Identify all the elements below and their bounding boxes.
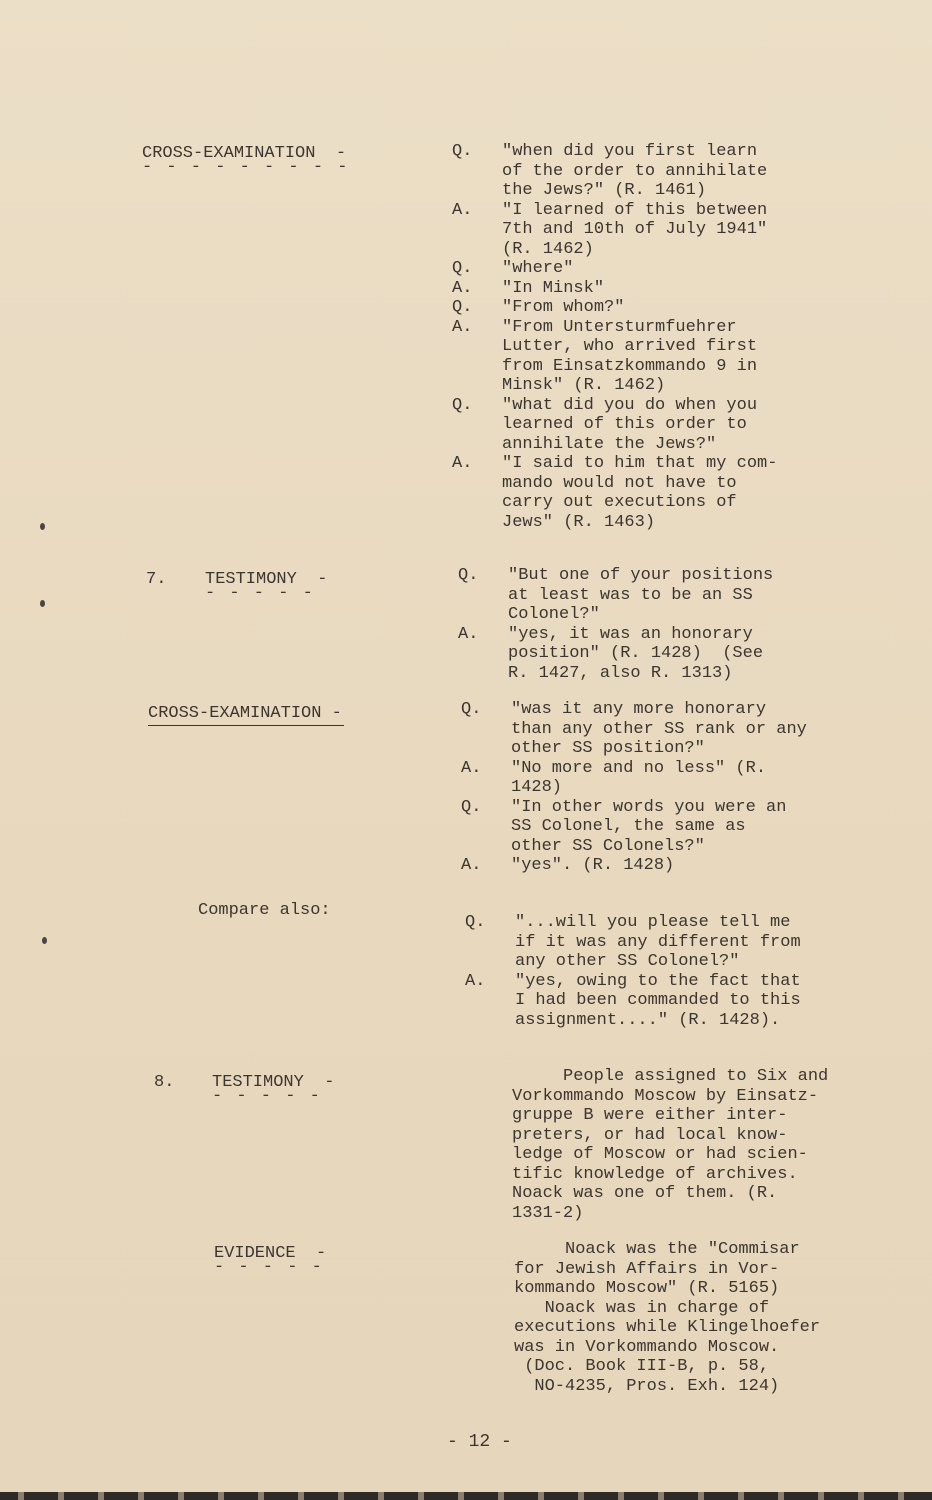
heading-underline-solid — [148, 725, 344, 726]
text-line: the Jews?" (R. 1461) — [502, 181, 707, 200]
text-line: any other SS Colonel?" — [515, 952, 740, 971]
text-line: Noack was one of them. (R. — [512, 1184, 778, 1203]
text-line: "yes". (R. 1428) — [511, 856, 675, 875]
text-line: (R. 1462) — [502, 239, 594, 259]
heading-underline-evidence: - - - - - — [214, 1258, 324, 1277]
text-line: learned of this order to — [502, 415, 747, 434]
qa-text — [502, 142, 767, 201]
answer — [461, 759, 807, 798]
testimony-paragraph — [512, 1067, 828, 1223]
question — [465, 913, 801, 972]
qa-text — [502, 201, 767, 260]
qa-text — [502, 279, 604, 299]
qa-marker: A. — [452, 317, 473, 337]
qa-block-3 — [461, 700, 807, 876]
evidence-paragraph — [514, 1240, 820, 1396]
text-line: "what did you do when you — [502, 395, 758, 415]
text-line: "was it any more honorary — [511, 700, 767, 719]
text-line: assignment...." (R. 1428). — [515, 1010, 781, 1030]
answer — [452, 279, 777, 299]
qa-marker: Q. — [452, 298, 473, 317]
text-line: annihilate the Jews?" — [502, 434, 717, 454]
question — [452, 298, 777, 318]
text-line: NO-4235, Pros. Exh. 124) — [514, 1376, 780, 1396]
qa-text — [502, 454, 777, 532]
text-line: Jews" (R. 1463) — [502, 512, 656, 532]
text-line: "From whom?" — [502, 298, 625, 317]
qa-text — [515, 913, 801, 972]
heading-cross-examination-2: CROSS-EXAMINATION - — [148, 704, 342, 723]
question — [452, 142, 777, 201]
question — [461, 700, 807, 759]
text-line: carry out executions of — [502, 493, 737, 512]
text-line: SS Colonel, the same as — [511, 817, 746, 836]
qa-text — [508, 566, 773, 625]
text-line: kommando Moscow" (R. 5165) — [514, 1279, 780, 1298]
qa-marker: Q. — [452, 142, 473, 161]
qa-block-1 — [452, 142, 777, 532]
heading-testimony-7: TESTIMONY - — [205, 570, 328, 589]
text-line: "I learned of this between — [502, 200, 768, 220]
qa-marker: A. — [461, 856, 482, 875]
text-line: other SS position?" — [511, 739, 705, 758]
heading-compare-also: Compare also: — [198, 901, 331, 920]
qa-text — [511, 798, 786, 857]
text-line: 7th and 10th of July 1941" — [502, 220, 768, 239]
qa-block-2 — [458, 566, 773, 683]
text-line: Minsk" (R. 1462) — [502, 376, 666, 395]
text-line: "...will you please tell me — [515, 913, 791, 932]
text-line: "I said to him that my com- — [502, 454, 778, 473]
text-line: for Jewish Affairs in Vor- — [514, 1259, 780, 1279]
text-line: position" (R. 1428) (See — [508, 644, 764, 663]
page-number: - 12 - — [447, 1432, 512, 1452]
section-number-8: 8. — [154, 1073, 175, 1092]
margin-speck — [42, 937, 47, 944]
text-line: (Doc. Book III-B, p. 58, — [514, 1357, 770, 1376]
text-line: than any other SS rank or any — [511, 719, 807, 739]
margin-speck — [40, 600, 45, 607]
answer — [452, 454, 777, 532]
text-line: tific knowledge of archives. — [512, 1164, 798, 1184]
answer — [461, 856, 807, 876]
question — [452, 396, 777, 455]
text-line: Colonel?" — [508, 605, 600, 624]
margin-speck — [40, 523, 45, 530]
answer — [458, 625, 773, 684]
text-line: "when did you first learn — [502, 142, 758, 161]
qa-marker: A. — [461, 758, 482, 778]
text-line: Noack was in charge of — [514, 1298, 770, 1318]
question — [452, 259, 777, 279]
heading-evidence: EVIDENCE - — [214, 1244, 327, 1263]
text-line: other SS Colonels?" — [511, 836, 705, 856]
text-line: preters, or had local know- — [512, 1125, 788, 1145]
heading-underline-1: - - - - - - - - - — [142, 158, 350, 177]
qa-marker: A. — [452, 454, 473, 473]
text-line: gruppe B were either inter- — [512, 1106, 788, 1125]
text-line: ledge of Moscow or had scien- — [512, 1145, 808, 1164]
qa-marker: Q. — [461, 700, 482, 719]
qa-text — [511, 759, 766, 798]
text-line: from Einsatzkommando 9 in — [502, 356, 758, 376]
qa-block-4 — [465, 913, 801, 1030]
qa-marker: A. — [452, 278, 473, 298]
text-line: Lutter, who arrived first — [502, 337, 758, 356]
text-line: "But one of your positions — [508, 566, 774, 585]
question — [458, 566, 773, 625]
text-line: Vorkommando Moscow by Einsatz- — [512, 1086, 819, 1106]
heading-underline-7: - - - - - — [205, 584, 315, 603]
question — [461, 798, 807, 857]
qa-text — [515, 972, 801, 1031]
qa-marker: Q. — [465, 913, 486, 932]
text-line: "No more and no less" (R. — [511, 758, 767, 778]
text-line: was in Vorkommando Moscow. — [514, 1337, 780, 1357]
section-number-7: 7. — [146, 570, 167, 589]
text-line: "From Untersturmfuehrer — [502, 317, 737, 337]
text-line: 1428) — [511, 778, 563, 797]
heading-underline-8: - - - - - — [212, 1087, 322, 1106]
text-line: I had been commanded to this — [515, 991, 801, 1010]
page-bottom-edge — [0, 1492, 932, 1500]
qa-marker: A. — [458, 624, 479, 644]
answer — [452, 318, 777, 396]
text-line: People assigned to Six and — [512, 1067, 829, 1086]
text-line: at least was to be an SS — [508, 585, 753, 605]
qa-marker: A. — [452, 200, 473, 220]
qa-text — [511, 856, 674, 876]
text-line: executions while Klingelhoefer — [514, 1318, 821, 1337]
heading-testimony-8: TESTIMONY - — [212, 1073, 335, 1092]
text-line: R. 1427, also R. 1313) — [508, 663, 733, 683]
qa-text — [508, 625, 763, 684]
qa-text — [511, 700, 807, 759]
qa-text — [502, 259, 573, 279]
text-line: "In other words you were an — [511, 797, 787, 817]
answer — [465, 972, 801, 1031]
text-line: of the order to annihilate — [502, 161, 768, 181]
text-line: 1331-2) — [512, 1203, 584, 1223]
qa-marker: Q. — [452, 395, 473, 415]
text-line: Noack was the "Commisar — [514, 1240, 800, 1259]
text-line: "yes, owing to the fact that — [515, 971, 801, 991]
qa-marker: A. — [465, 971, 486, 991]
heading-cross-examination-1: CROSS-EXAMINATION - — [142, 144, 347, 163]
qa-text — [502, 318, 757, 396]
text-line: mando would not have to — [502, 473, 737, 493]
text-line: "yes, it was an honorary — [508, 624, 753, 644]
qa-marker: Q. — [458, 566, 479, 585]
qa-marker: Q. — [452, 259, 473, 278]
text-line: "In Minsk" — [502, 278, 605, 298]
qa-marker: Q. — [461, 797, 482, 817]
answer — [452, 201, 777, 260]
text-line: "where" — [502, 259, 574, 278]
qa-text — [502, 396, 757, 455]
qa-text — [502, 298, 624, 318]
text-line: if it was any different from — [515, 932, 801, 952]
